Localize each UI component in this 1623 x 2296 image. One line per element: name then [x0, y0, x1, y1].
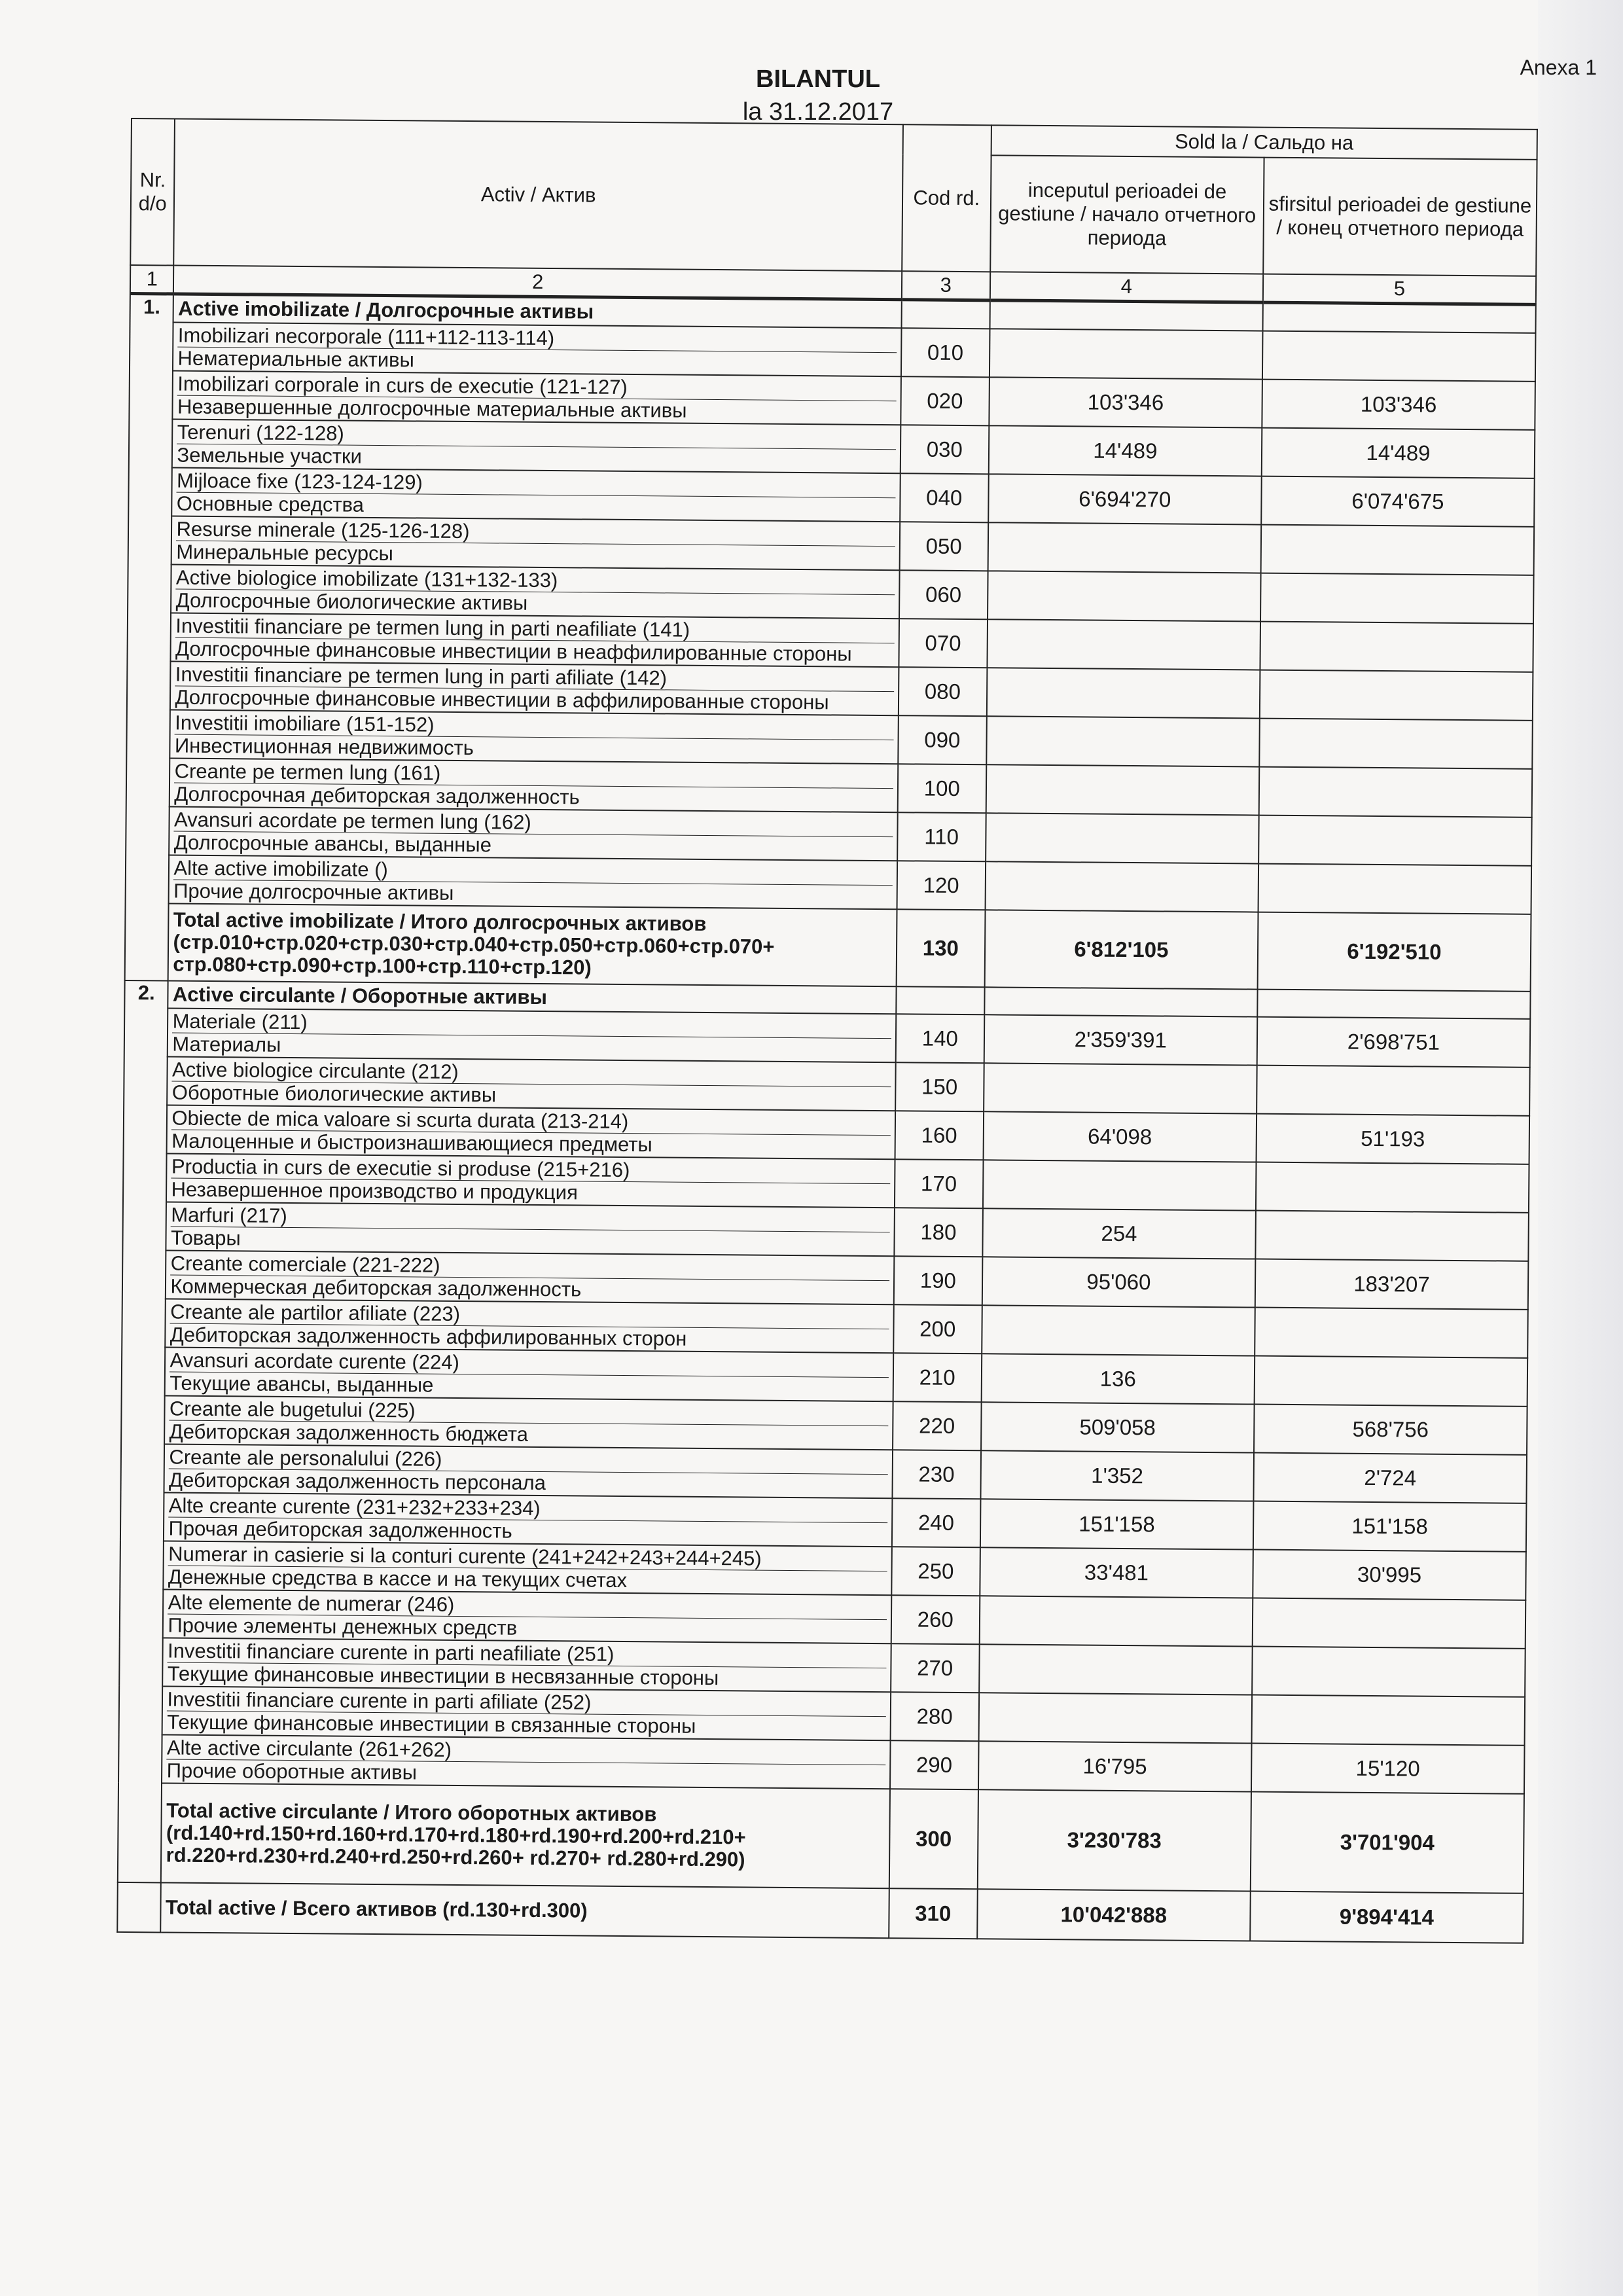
colnum-1: 1 — [130, 265, 174, 294]
value-start — [986, 813, 1259, 863]
label-ro: Imobilizari corporale in curs de executie (121-127) — [177, 372, 897, 401]
label-ru: Дебиторская задолженность аффилированных сторон — [169, 1323, 687, 1350]
empty-cell — [984, 987, 1257, 1016]
empty-cell — [990, 300, 1262, 331]
header-col5: sfirsitul perioadei de gestiune / конец отчетного периода — [1263, 158, 1537, 276]
row-code: 260 — [891, 1595, 980, 1644]
label-ro: Investitii imobiliare (151-152) — [175, 711, 894, 740]
label-ro: Investitii financiare curente in parti neafiliate (251) — [168, 1640, 887, 1668]
label-ro: Productia in curs de executie si produse (215+216) — [171, 1155, 891, 1184]
label-ru: Оборотные биологические активы — [171, 1081, 497, 1106]
row-label — [163, 1589, 891, 1643]
label-ro: Creante pe termen lung (161) — [175, 760, 894, 789]
label-ro: Avansuri acordate curente (224) — [169, 1349, 889, 1378]
label-ro: Alte creante curente (231+232+233+234) — [169, 1494, 888, 1523]
value-end — [1252, 1647, 1525, 1697]
value-end — [1262, 331, 1536, 382]
row-code: 060 — [899, 570, 988, 619]
value-start: 254 — [982, 1208, 1256, 1259]
label-ro: Avansuri acordate pe termen lung (162) — [174, 808, 893, 837]
value-start — [982, 1305, 1255, 1355]
label-ru: Дебиторская задолженность бюджета — [169, 1420, 529, 1446]
total-label: Total active imobilizate / Итого долгосрочных активов (стр.010+стр.020+стр.030+стр.040+стр.050+стр.060+стр.070+ стр.080+стр.090+стр.100+стр.110+стр.120) — [168, 903, 897, 986]
row-label — [168, 1008, 896, 1062]
row-code: 190 — [894, 1256, 983, 1305]
row-code: 270 — [891, 1643, 980, 1693]
value-start: 33'481 — [980, 1547, 1253, 1598]
value-end — [1258, 816, 1532, 866]
grand-total-row — [117, 1882, 1524, 1943]
label-ru: Незавершенные долгосрочные материальные активы — [177, 395, 687, 422]
total-row — [118, 1783, 1524, 1893]
value-start: 2'359'391 — [984, 1014, 1257, 1065]
empty-cell — [896, 986, 984, 1014]
value-end: 30'995 — [1253, 1550, 1526, 1600]
row-label — [172, 468, 901, 522]
label-ro: Creante comerciale (221-222) — [171, 1252, 890, 1281]
label-ro: Alte active circulante (261+262) — [167, 1736, 886, 1765]
row-label — [164, 1444, 893, 1498]
value-start: 64'098 — [983, 1111, 1257, 1162]
label-ro: Creante ale bugetului (225) — [169, 1397, 889, 1426]
empty-cell — [117, 1882, 161, 1933]
value-end: 151'158 — [1253, 1501, 1527, 1552]
label-ru: Денежные средства в кассе и на текущих счетах — [168, 1565, 628, 1592]
label-ro: Creante ale personalului (226) — [169, 1446, 888, 1475]
value-end — [1251, 1695, 1525, 1746]
total-label: Total active circulante / Итого оборотных активов (rd.140+rd.150+rd.160+rd.170+rd.180+rd.190+rd.200+rd.210+ rd.220+rd.230+rd.240+rd.250+rd.260+ rd.270+ rd.280+rd.290) — [161, 1783, 889, 1888]
value-start — [987, 668, 1260, 718]
value-end — [1255, 1211, 1529, 1261]
header-col4: inceputul perioadei de gestiune / начало отчетного периода — [990, 155, 1264, 274]
value-start — [988, 522, 1261, 573]
value-end — [1260, 622, 1533, 672]
row-label — [166, 1202, 895, 1256]
row-code: 100 — [897, 764, 986, 813]
row-label — [168, 1056, 896, 1111]
section-number: 2. — [118, 980, 168, 1882]
label-ru: Минеральные ресурсы — [176, 540, 394, 565]
value-start — [979, 1596, 1253, 1646]
label-ru: Товары — [170, 1226, 241, 1249]
row-label — [173, 371, 901, 425]
value-end: 2'698'751 — [1257, 1017, 1531, 1067]
value-start — [985, 861, 1258, 912]
row-code: 080 — [899, 667, 988, 716]
total-row — [125, 903, 1531, 992]
row-code: 090 — [898, 715, 987, 764]
label-ru: Коммерческая дебиторская задолженность — [170, 1274, 582, 1300]
value-end: 6'074'675 — [1261, 476, 1535, 527]
row-label — [165, 1395, 893, 1450]
label-ro: Investitii financiare pe termen lung in parti neafiliate (141) — [175, 615, 895, 643]
total-value-start: 6'812'105 — [984, 910, 1258, 989]
row-label — [171, 565, 900, 619]
header-cod: Cod rd. — [902, 124, 991, 272]
grand-total-value-end: 9'894'414 — [1250, 1892, 1524, 1943]
section-title: Active imobilizate / Долгосрочные активы — [173, 294, 902, 328]
balance-sheet-table — [116, 118, 1538, 1944]
label-ru: Прочие элементы денежных средств — [168, 1613, 518, 1640]
label-ru: Текущие финансовые инвестиции в связанные стороны — [167, 1710, 696, 1738]
row-code: 030 — [901, 425, 990, 474]
page-edge — [1538, 0, 1623, 2296]
label-ro: Mijloace fixe (123-124-129) — [177, 469, 896, 498]
colnum-4: 4 — [990, 272, 1263, 302]
value-start — [979, 1644, 1253, 1695]
value-end — [1260, 670, 1533, 721]
grand-total-code: 310 — [889, 1888, 978, 1939]
label-ru: Прочие оборотные активы — [166, 1759, 418, 1784]
label-ru: Долгосрочные финансовые инвестиции в аффилированные стороны — [175, 685, 829, 713]
label-ro: Terenuri (122-128) — [177, 421, 897, 450]
label-ru: Нематериальные активы — [177, 346, 415, 371]
row-code: 020 — [901, 376, 990, 425]
row-label — [162, 1734, 891, 1789]
value-end — [1255, 1308, 1528, 1358]
label-ru: Долгосрочные биологические активы — [175, 588, 528, 615]
value-start — [984, 1063, 1257, 1113]
value-end: 183'207 — [1255, 1259, 1529, 1310]
grand-total-label: Total active / Всего активов (rd.130+rd.300) — [161, 1882, 889, 1938]
value-end: 51'193 — [1256, 1114, 1529, 1164]
label-ro: Numerar in casierie si la conturi curente (241+242+243+244+245) — [168, 1543, 887, 1571]
value-end — [1260, 525, 1534, 575]
label-ru: Земельные участки — [177, 443, 363, 468]
value-end: 103'346 — [1262, 380, 1535, 430]
row-label — [169, 758, 898, 812]
row-code: 230 — [892, 1450, 981, 1499]
row-code: 290 — [890, 1740, 979, 1789]
row-code: 180 — [894, 1208, 983, 1257]
row-code: 200 — [893, 1304, 982, 1354]
row-code: 040 — [900, 473, 989, 522]
row-label — [166, 1299, 894, 1353]
value-end — [1257, 1066, 1530, 1116]
row-code: 250 — [891, 1547, 980, 1596]
label-ro: Resurse minerale (125-126-128) — [176, 518, 895, 547]
value-start — [986, 716, 1260, 766]
value-start: 1'352 — [980, 1450, 1254, 1501]
total-code: 300 — [889, 1789, 978, 1889]
label-ro: Investitii financiare curente in parti afiliate (252) — [167, 1688, 886, 1717]
document-title: BILANTUL — [756, 65, 880, 93]
total-value-start: 3'230'783 — [978, 1789, 1251, 1891]
value-end — [1256, 1162, 1529, 1213]
row-label — [173, 323, 901, 377]
row-code: 070 — [899, 619, 988, 668]
value-end: 2'724 — [1253, 1453, 1527, 1503]
section-number: 1. — [125, 293, 174, 980]
row-label — [166, 1250, 894, 1304]
label-ro: Marfuri (217) — [171, 1204, 890, 1232]
header-activ: Activ / Актив — [174, 119, 903, 272]
label-ro: Materiale (211) — [173, 1010, 892, 1039]
value-start — [987, 619, 1260, 670]
label-ru: Текущие финансовые инвестиции в несвязанные стороны — [167, 1662, 719, 1689]
value-end — [1253, 1598, 1526, 1649]
value-start — [978, 1693, 1252, 1743]
row-label — [171, 516, 900, 571]
value-start: 136 — [981, 1354, 1255, 1404]
value-start: 509'058 — [981, 1402, 1255, 1452]
value-start — [988, 571, 1261, 621]
empty-cell — [1262, 302, 1535, 333]
label-ro: Alte active imobilizate () — [173, 857, 893, 886]
row-code: 050 — [899, 522, 988, 571]
value-start: 95'060 — [982, 1257, 1256, 1307]
label-ru: Малоценные и быстроизнашивающиеся предметы — [171, 1129, 652, 1156]
row-label — [169, 855, 897, 909]
label-ru: Долгосрочная дебиторская задолженность — [174, 782, 580, 808]
value-start: 151'158 — [980, 1499, 1254, 1549]
total-code: 130 — [896, 909, 985, 987]
label-ro: Creante ale partilor afiliate (223) — [170, 1300, 889, 1329]
row-label — [166, 1153, 895, 1208]
row-label — [172, 420, 901, 474]
row-label — [171, 613, 899, 668]
row-code: 220 — [893, 1401, 982, 1450]
label-ru: Текущие авансы, выданные — [169, 1371, 434, 1397]
value-end: 15'120 — [1251, 1744, 1525, 1794]
label-ro: Alte elemente de numerar (246) — [168, 1591, 887, 1620]
row-label — [163, 1638, 891, 1692]
row-code: 140 — [895, 1014, 984, 1063]
header-nr: Nr. d/o — [130, 118, 175, 266]
value-end — [1258, 864, 1531, 914]
value-end — [1259, 719, 1533, 769]
section-title: Active circulante / Оборотные активы — [168, 980, 897, 1014]
value-start: 103'346 — [989, 377, 1262, 427]
annex-label: Anexa 1 — [1520, 56, 1597, 79]
colnum-5: 5 — [1263, 274, 1536, 305]
label-ro: Obiecte de mica valoare si scurta durata (213-214) — [171, 1107, 891, 1136]
header-sold: Sold la / Сальдо на — [991, 125, 1537, 160]
value-start — [986, 764, 1259, 815]
total-value-end: 3'701'904 — [1251, 1792, 1524, 1893]
row-code: 120 — [897, 861, 986, 910]
label-ru: Долгосрочные авансы, выданные — [173, 831, 492, 856]
colnum-2: 2 — [173, 266, 902, 300]
row-label — [162, 1686, 891, 1740]
row-label — [170, 710, 899, 764]
label-ru: Долгосрочные финансовые инвестиции в неаффилированные стороны — [175, 637, 852, 666]
row-label — [167, 1105, 895, 1159]
value-end — [1254, 1356, 1527, 1407]
row-label — [164, 1541, 892, 1595]
grand-total-value-start: 10'042'888 — [977, 1889, 1251, 1941]
row-code: 210 — [893, 1353, 982, 1402]
row-code: 110 — [897, 812, 986, 861]
value-start — [990, 329, 1263, 379]
label-ru: Инвестиционная недвижимость — [174, 734, 474, 759]
label-ro: Active biologice circulante (212) — [172, 1058, 891, 1087]
row-label — [170, 662, 899, 716]
value-end — [1260, 573, 1534, 624]
label-ro: Investitii financiare pe termen lung in parti afiliate (142) — [175, 663, 895, 692]
empty-cell — [901, 300, 990, 329]
label-ro: Active biologice imobilizate (131+132-133) — [176, 566, 895, 595]
label-ru: Незавершенное производство и продукция — [171, 1177, 578, 1204]
total-value-end: 6'192'510 — [1257, 912, 1531, 992]
label-ru: Основные средства — [176, 492, 365, 516]
row-code: 280 — [890, 1692, 979, 1741]
document-date: la 31.12.2017 — [742, 98, 894, 126]
row-label — [165, 1347, 893, 1401]
value-start — [983, 1160, 1257, 1210]
row-code: 160 — [895, 1111, 984, 1160]
label-ru: Дебиторская задолженность персонала — [169, 1468, 546, 1494]
label-ru: Прочие долгосрочные активы — [173, 879, 454, 905]
empty-cell — [1257, 990, 1530, 1019]
value-start: 16'795 — [978, 1741, 1252, 1791]
row-code: 010 — [901, 328, 990, 377]
value-end: 14'489 — [1262, 428, 1535, 478]
label-ru: Материалы — [172, 1032, 281, 1056]
colnum-3: 3 — [902, 271, 990, 300]
row-label — [169, 806, 898, 861]
label-ru: Прочая дебиторская задолженность — [168, 1516, 512, 1543]
row-label — [164, 1492, 892, 1547]
row-code: 240 — [892, 1498, 981, 1547]
value-end — [1259, 767, 1533, 817]
row-code: 170 — [895, 1159, 984, 1208]
value-end: 568'756 — [1254, 1405, 1527, 1455]
label-ro: Imobilizari necorporale (111+112-113-114) — [178, 324, 897, 353]
value-start: 14'489 — [989, 425, 1262, 476]
row-code: 150 — [895, 1062, 984, 1111]
value-start: 6'694'270 — [988, 474, 1262, 524]
